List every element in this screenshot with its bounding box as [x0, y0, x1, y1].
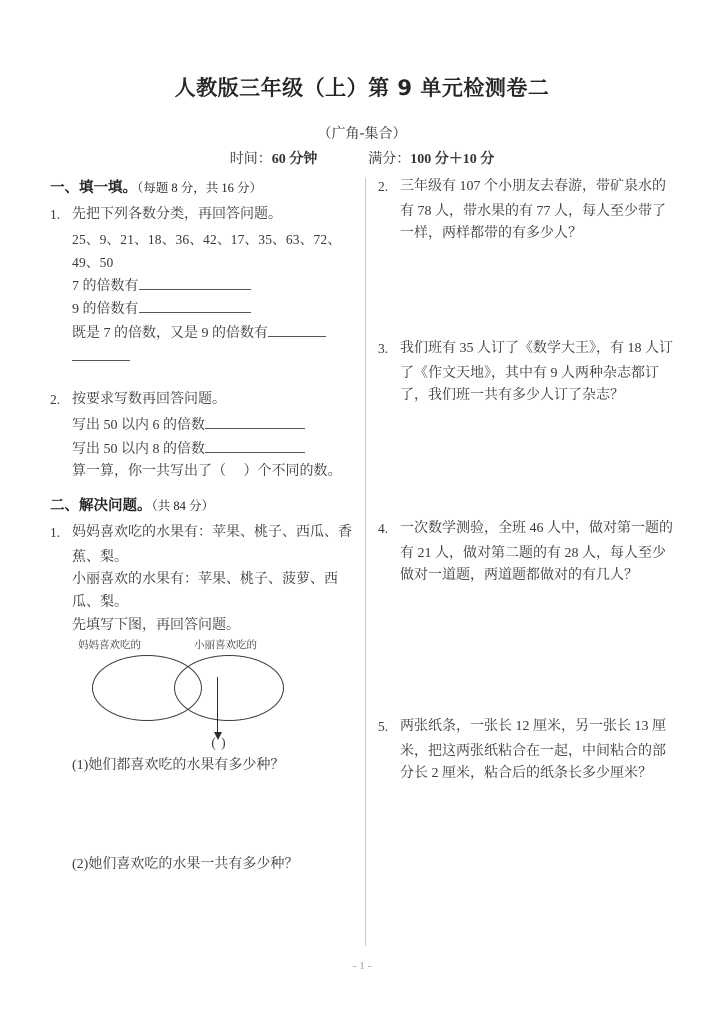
left-column — [50, 176, 360, 877]
s1-q2-count-row — [72, 461, 360, 484]
s1-q1-blank-2[interactable] — [139, 298, 251, 313]
time-value: 60 分钟 — [271, 152, 318, 167]
r-q4-line-2: 有 21 人，做对第二题的有 28 人，每人至少 — [400, 545, 666, 561]
r-q3-number: 3. — [378, 341, 389, 357]
s2-q1-sub-1: (1)她们都喜欢吃的水果有多少种？ — [72, 758, 285, 774]
answer-space-q3[interactable] — [378, 408, 690, 518]
r-q4-line-1: 一次数学测验，全班 46 人中，做对第一题的 — [400, 521, 673, 537]
s1-q2-count-suffix: ）个不同的数。 — [243, 464, 342, 480]
s1-q2-count-prefix: 算一算，你一共写出了（ — [72, 464, 226, 480]
page-title: 人教版三年级（上）第 9 单元检测卷二 — [174, 76, 550, 100]
section-two-title: 二、解决问题。 — [50, 497, 152, 514]
r-q2-number: 2. — [378, 179, 389, 194]
time-meta — [230, 148, 318, 168]
s2-q1-number: 1. — [50, 524, 61, 540]
answer-space-sub-1-extra[interactable] — [50, 816, 360, 854]
s1-question-1 — [50, 204, 360, 227]
section-two-heading — [50, 494, 360, 515]
answer-space-q5[interactable] — [378, 786, 690, 896]
s1-q2-blank-row-1 — [72, 414, 360, 438]
exam-meta-row — [0, 148, 724, 168]
s1-q2-blank-1[interactable] — [205, 414, 305, 429]
r-q5-line-2: 米，把这两张纸粘合在一起，中间粘合的部 — [400, 743, 666, 759]
s1-q1-blank-row-1 — [72, 275, 360, 299]
s1-q2-blank-row-2 — [72, 438, 360, 462]
right-question-5 — [378, 716, 690, 786]
r-q2-line-3: 一样，两样都带的有多少人？ — [400, 226, 582, 242]
score-label: 满分： — [368, 152, 411, 167]
page-subtitle: （广角-集合） — [317, 126, 407, 142]
venn-answer-blank[interactable]: ( ) — [211, 735, 227, 751]
s1-q1-number-list: 25、9、21、18、36、42、17、35、63、72、49、50 — [72, 231, 342, 270]
answer-space-q4[interactable] — [378, 588, 690, 716]
s1-q1-blank-label-3: 既是 7 的倍数，又是 9 的倍数有 — [72, 325, 268, 341]
section-one-heading — [50, 176, 360, 197]
s1-q1-blank-row-2 — [72, 298, 360, 322]
s1-q2-blank-label-1: 写出 50 以内 6 的倍数 — [72, 417, 205, 433]
s2-q1-line-2: 蕉、梨。 — [72, 549, 128, 565]
page-footer: - 1 - — [352, 960, 372, 972]
answer-space-q2[interactable] — [378, 246, 690, 338]
s1-q1-blank-3a[interactable] — [268, 322, 326, 337]
column-divider — [365, 178, 366, 946]
s1-q2-blank-label-2: 写出 50 以内 8 的倍数 — [72, 441, 205, 457]
s1-q1-stem: 先把下列各数分类，再回答问题。 — [72, 207, 282, 222]
r-q4-first-line — [378, 518, 690, 541]
r-q2-first-line — [378, 176, 690, 199]
answer-space-sub-1[interactable] — [50, 778, 360, 816]
right-question-4 — [378, 518, 690, 588]
r-q3-line-2: 了《作文天地》，其中有 9 人两种杂志都订 — [400, 365, 659, 381]
r-q5-first-line — [378, 716, 690, 739]
r-q4-line-3: 做对一道题，两道题都做对的有几人？ — [400, 568, 638, 584]
score-meta — [368, 148, 494, 168]
s2-q1-line-3: 小丽喜欢的水果有：苹果、桃子、菠萝、西 — [72, 572, 338, 588]
venn-label-left: 妈妈喜欢吃的 — [78, 640, 141, 652]
s1-q2-count-blank[interactable] — [226, 464, 244, 479]
venn-label-right: 小丽喜欢吃的 — [194, 640, 257, 652]
r-q5-line-1: 两张纸条，一张长 12 厘米，另一张长 13 厘 — [400, 719, 666, 735]
section-one-title: 一、填一填。 — [50, 180, 137, 196]
s2-q1-line-5: 先填写下图，再回答问题。 — [72, 617, 240, 633]
s2-q1-sub-2: (2)她们喜欢吃的水果一共有多少种？ — [72, 856, 299, 872]
venn-diagram — [64, 637, 344, 755]
venn-ellipse-right[interactable] — [174, 655, 284, 721]
s1-q2-stem: 按要求写数再回答问题。 — [72, 392, 226, 408]
r-q5-number: 5. — [378, 719, 389, 735]
s1-q1-number: 1. — [50, 207, 61, 222]
section-one-score: （每题 8 分，共 16 分） — [137, 181, 263, 195]
r-q4-number: 4. — [378, 521, 389, 537]
right-column — [378, 176, 690, 896]
s2-question-1 — [50, 522, 360, 545]
s1-q2-blank-2[interactable] — [205, 438, 305, 453]
s1-q2-number: 2. — [50, 392, 61, 408]
r-q2-line-1: 三年级有 107 个小朋友去春游，带矿泉水的 — [400, 179, 666, 194]
s1-q1-blank-row-3-cont — [72, 346, 360, 370]
s1-q1-blank-label-1: 7 的倍数有 — [72, 278, 139, 294]
s1-q1-blank-3b[interactable] — [72, 346, 130, 361]
r-q3-line-3: 了，我们班一共有多少人订了杂志？ — [400, 388, 624, 404]
r-q5-line-3: 分长 2 厘米，粘合后的纸条长多少厘米？ — [400, 766, 652, 782]
s2-q1-line-4: 瓜、梨。 — [72, 594, 128, 610]
time-label: 时间： — [229, 152, 272, 167]
r-q3-first-line — [378, 338, 690, 361]
s1-q1-blank-row-3 — [72, 322, 360, 346]
section-two-score: （共 84 分） — [151, 498, 215, 513]
spacer-before-section-two — [50, 484, 360, 494]
right-question-2 — [378, 176, 690, 246]
right-question-3 — [378, 338, 690, 408]
s1-question-2 — [50, 389, 360, 412]
s1-q1-blank-1[interactable] — [139, 275, 251, 290]
r-q3-line-1: 我们班有 35 人订了《数学大王》，有 18 人订 — [400, 341, 673, 357]
r-q2-line-2: 有 78 人，带水果的有 77 人，每人至少带了 — [400, 203, 666, 219]
s2-q1-line-1: 妈妈喜欢吃的水果有：苹果、桃子、西瓜、香 — [72, 524, 352, 540]
spacer-after-s1q1 — [50, 369, 360, 389]
score-value: 100 分＋10 分 — [410, 152, 495, 167]
venn-intersection-arrow-icon — [217, 677, 218, 734]
s1-q1-blank-label-2: 9 的倍数有 — [72, 302, 139, 318]
